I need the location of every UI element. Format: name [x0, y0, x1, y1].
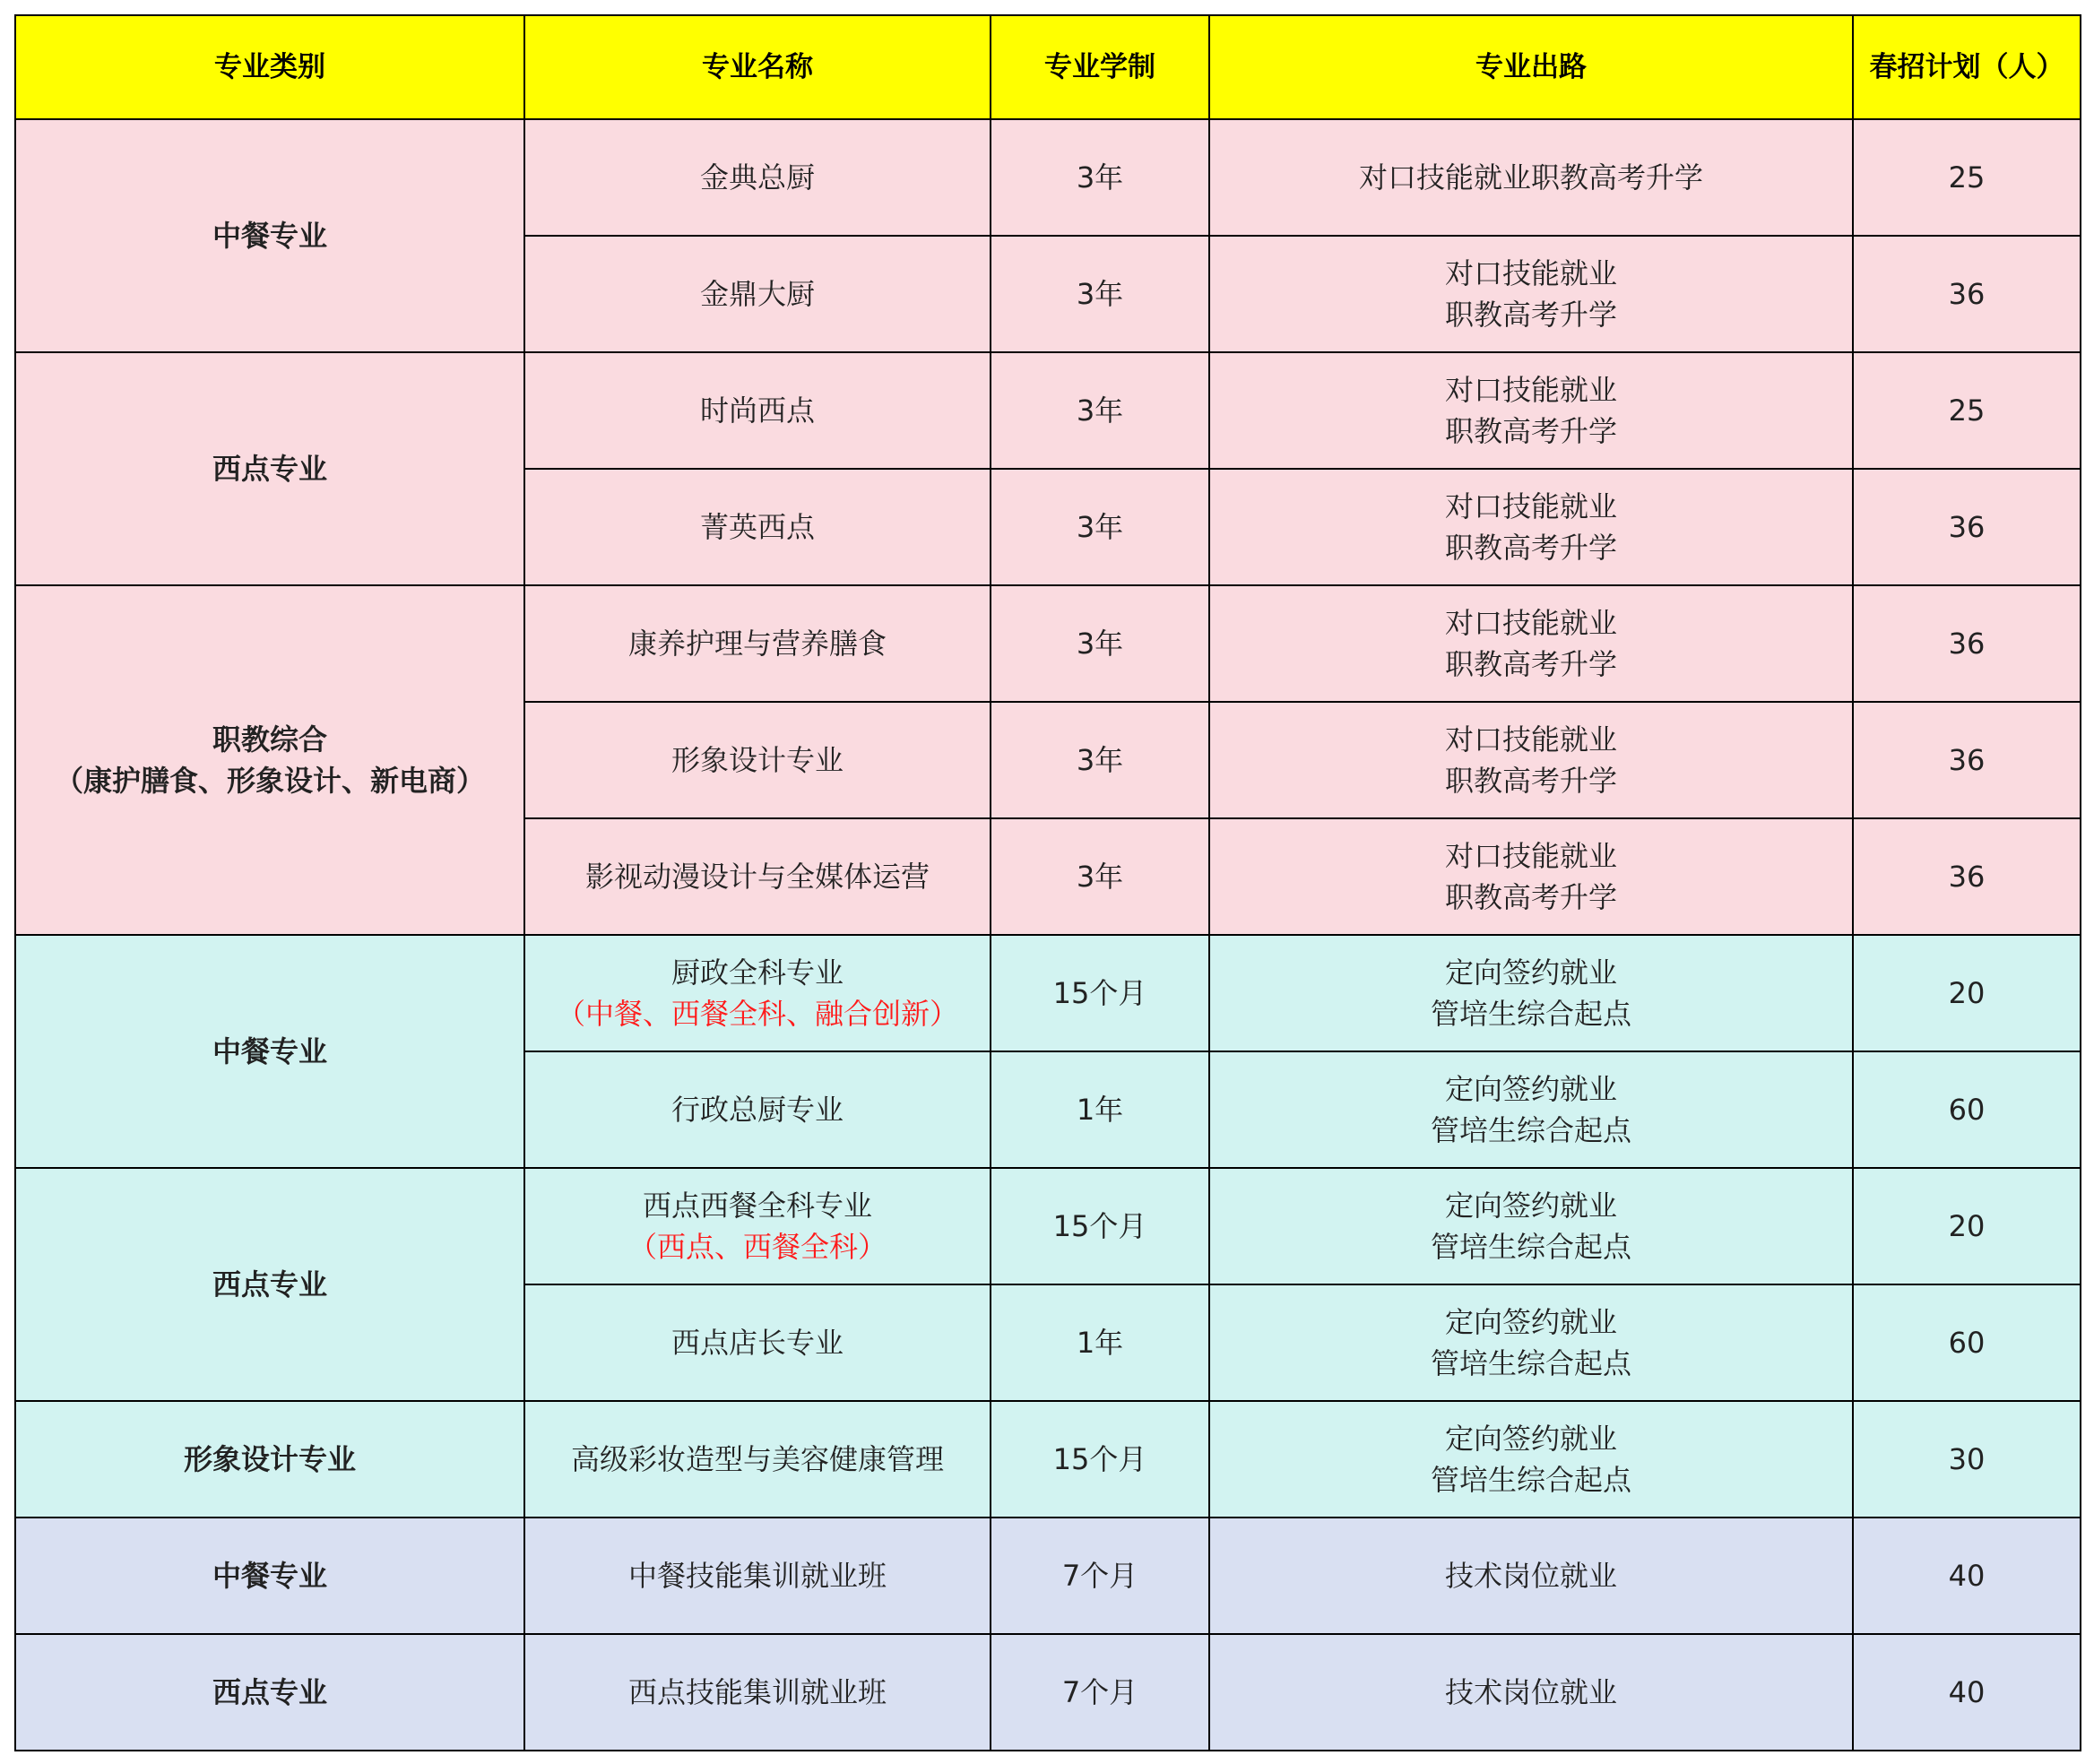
category-label: 中餐专业 [212, 1034, 327, 1068]
plan-cell: 40 [1853, 1518, 2081, 1634]
plan-cell: 25 [1853, 352, 2081, 469]
major-name: 西点西餐全科专业 [642, 1189, 872, 1223]
outcome-cell [1209, 935, 1853, 1051]
category-cell [15, 935, 524, 1168]
outcome-cell [1209, 1634, 1853, 1751]
major-name-cell [524, 469, 991, 585]
major-name-cell [524, 585, 991, 702]
duration-cell: 7个月 [991, 1518, 1209, 1634]
category-label: 职教综合 [212, 722, 327, 757]
major-name-cell [524, 1051, 991, 1168]
duration-cell: 3年 [991, 119, 1209, 236]
outcome-line: 职教高考升学 [1444, 531, 1617, 565]
duration-cell: 15个月 [991, 935, 1209, 1051]
plan-cell: 36 [1853, 469, 2081, 585]
major-name-cell [524, 1401, 991, 1518]
outcome-cell [1209, 469, 1853, 585]
header-plan: 春招计划（人） [1853, 15, 2081, 119]
category-cell [15, 1634, 524, 1751]
duration-cell: 3年 [991, 352, 1209, 469]
category-label: 西点专业 [212, 1267, 327, 1301]
outcome-line: 定向签约就业 [1444, 1305, 1617, 1339]
outcome-line: 职教高考升学 [1444, 414, 1617, 448]
category-cell [15, 119, 524, 352]
category-cell [15, 352, 524, 585]
duration-cell: 3年 [991, 469, 1209, 585]
major-name: 中餐技能集训就业班 [627, 1559, 887, 1593]
major-name-cell [524, 236, 991, 352]
plan-cell: 40 [1853, 1634, 2081, 1751]
table-row [15, 935, 2081, 1051]
plan-cell: 20 [1853, 1168, 2081, 1284]
outcome-line: 对口技能就业 [1444, 606, 1617, 640]
category-label: 中餐专业 [212, 219, 327, 253]
outcome-cell [1209, 119, 1853, 236]
major-name-cell [524, 1284, 991, 1401]
outcome-line: 对口技能就业 [1444, 373, 1617, 407]
table-row [15, 1168, 2081, 1284]
enrollment-table [14, 14, 2081, 1751]
header-name: 专业名称 [524, 15, 991, 119]
category-label: 西点专业 [212, 1675, 327, 1709]
category-label: 中餐专业 [212, 1559, 327, 1593]
outcome-cell [1209, 352, 1853, 469]
major-name: 康养护理与营养膳食 [627, 627, 887, 661]
major-name-cell [524, 818, 991, 935]
category-cell [15, 1168, 524, 1401]
outcome-line: 管培生综合起点 [1430, 1230, 1631, 1264]
table-row [15, 585, 2081, 702]
major-name-note: （中餐、西餐全科、融合创新） [556, 997, 958, 1031]
major-name: 高级彩妆造型与美容健康管理 [570, 1442, 944, 1476]
outcome-cell [1209, 585, 1853, 702]
major-name-cell [524, 352, 991, 469]
outcome-line: 对口技能就业 [1444, 722, 1617, 757]
category-sublabel: （康护膳食、形象设计、新电商） [54, 764, 485, 798]
table-row [15, 1634, 2081, 1751]
plan-cell: 60 [1853, 1051, 2081, 1168]
major-name-cell [524, 1168, 991, 1284]
major-name: 西点技能集训就业班 [627, 1675, 887, 1709]
outcome-line: 定向签约就业 [1444, 1072, 1617, 1106]
duration-cell: 7个月 [991, 1634, 1209, 1751]
major-name-cell [524, 1634, 991, 1751]
header-row [15, 15, 2081, 119]
duration-cell: 1年 [991, 1051, 1209, 1168]
plan-cell: 20 [1853, 935, 2081, 1051]
outcome-line: 职教高考升学 [1444, 764, 1617, 798]
major-name: 影视动漫设计与全媒体运营 [584, 860, 930, 894]
outcome-cell [1209, 236, 1853, 352]
major-name-note: （西点、西餐全科） [627, 1230, 887, 1264]
major-name: 金典总厨 [699, 160, 815, 195]
duration-cell: 3年 [991, 585, 1209, 702]
outcome-line: 定向签约就业 [1444, 1189, 1617, 1223]
table-row [15, 352, 2081, 469]
outcome-line: 管培生综合起点 [1430, 1463, 1631, 1497]
header-duration: 专业学制 [991, 15, 1209, 119]
outcome-line: 对口技能就业 [1444, 489, 1617, 523]
outcome-line: 对口技能就业 [1444, 256, 1617, 290]
duration-cell: 3年 [991, 702, 1209, 818]
outcome-cell [1209, 818, 1853, 935]
table-row [15, 119, 2081, 236]
major-name-cell [524, 935, 991, 1051]
major-name: 金鼎大厨 [699, 277, 815, 311]
outcome-line: 定向签约就业 [1444, 956, 1617, 990]
major-name: 厨政全科专业 [671, 956, 844, 990]
category-cell [15, 585, 524, 935]
duration-cell: 1年 [991, 1284, 1209, 1401]
category-label: 西点专业 [212, 452, 327, 486]
duration-cell: 15个月 [991, 1401, 1209, 1518]
outcome-cell [1209, 1518, 1853, 1634]
outcome-cell [1209, 1401, 1853, 1518]
duration-cell: 3年 [991, 236, 1209, 352]
outcome-line: 管培生综合起点 [1430, 997, 1631, 1031]
outcome-line: 职教高考升学 [1444, 880, 1617, 914]
plan-cell: 25 [1853, 119, 2081, 236]
plan-cell: 36 [1853, 585, 2081, 702]
major-name: 行政总厨专业 [671, 1093, 844, 1127]
outcome-line: 定向签约就业 [1444, 1422, 1617, 1456]
outcome-line: 对口技能就业职教高考升学 [1358, 160, 1703, 195]
major-name: 形象设计专业 [671, 743, 844, 777]
major-name-cell [524, 1518, 991, 1634]
major-name-cell [524, 119, 991, 236]
outcome-cell [1209, 1284, 1853, 1401]
table-row [15, 1401, 2081, 1518]
header-category: 专业类别 [15, 15, 524, 119]
outcome-line: 技术岗位就业 [1444, 1675, 1617, 1709]
major-name: 西点店长专业 [671, 1326, 844, 1360]
plan-cell: 60 [1853, 1284, 2081, 1401]
outcome-line: 职教高考升学 [1444, 647, 1617, 681]
duration-cell: 3年 [991, 818, 1209, 935]
outcome-cell [1209, 1051, 1853, 1168]
plan-cell: 36 [1853, 818, 2081, 935]
outcome-line: 管培生综合起点 [1430, 1346, 1631, 1380]
outcome-line: 职教高考升学 [1444, 298, 1617, 332]
plan-cell: 36 [1853, 702, 2081, 818]
outcome-line: 技术岗位就业 [1444, 1559, 1617, 1593]
header-outcome: 专业出路 [1209, 15, 1853, 119]
plan-cell: 30 [1853, 1401, 2081, 1518]
outcome-cell [1209, 702, 1853, 818]
table-row [15, 1518, 2081, 1634]
category-cell [15, 1518, 524, 1634]
major-name: 菁英西点 [699, 510, 815, 544]
plan-cell: 36 [1853, 236, 2081, 352]
category-cell [15, 1401, 524, 1518]
category-label: 形象设计专业 [183, 1442, 356, 1476]
outcome-line: 管培生综合起点 [1430, 1113, 1631, 1147]
major-name: 时尚西点 [699, 393, 815, 428]
major-name-cell [524, 702, 991, 818]
duration-cell: 15个月 [991, 1168, 1209, 1284]
outcome-cell [1209, 1168, 1853, 1284]
outcome-line: 对口技能就业 [1444, 839, 1617, 873]
